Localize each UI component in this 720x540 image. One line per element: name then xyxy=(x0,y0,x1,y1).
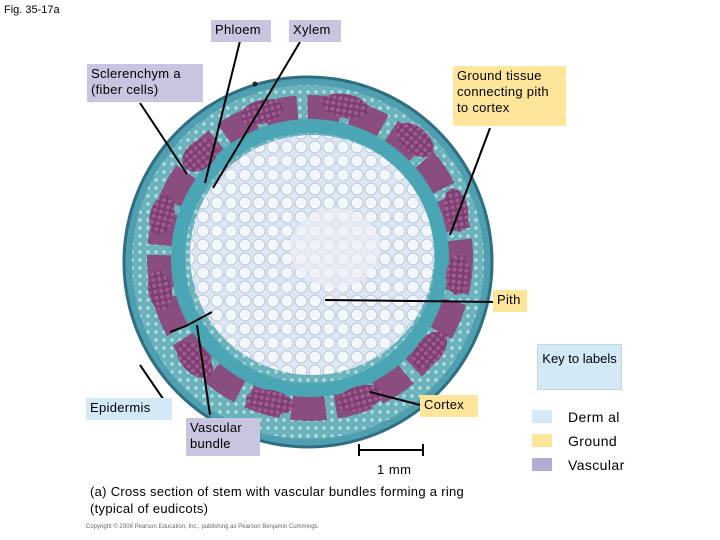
key-label-vascular: Vascular xyxy=(568,457,625,473)
label-pith: Pith xyxy=(493,290,527,312)
key-swatch-vascular xyxy=(532,458,552,471)
label-sclerenchyma: Sclerenchym a (fiber cells) xyxy=(87,64,203,102)
stem-section xyxy=(124,77,492,447)
label-epidermis: Epidermis xyxy=(86,398,172,420)
key-swatch-ground xyxy=(532,434,552,447)
label-xylem: Xylem xyxy=(289,20,341,42)
key-title: Key to labels xyxy=(537,344,622,390)
scale-bar-label: 1 mm xyxy=(377,462,412,477)
copyright-notice: Copyright © 2008 Pearson Education, Inc., publishing as Pearson Benjamin Cummings. xyxy=(86,524,320,530)
label-vascular-bundle: Vascular bundle xyxy=(186,418,260,456)
figure-caption: (a) Cross section of stem with vascular bundles forming a ring (typical of eudicots) xyxy=(90,484,465,516)
figure-number: Fig. 35-17a xyxy=(4,4,60,16)
label-ground-tissue: Ground tissue connecting pith to cortex xyxy=(453,66,566,126)
key-swatch-dermal xyxy=(532,410,552,423)
scale-bar xyxy=(359,444,423,456)
key-label-ground: Ground xyxy=(568,433,618,449)
label-cortex: Cortex xyxy=(420,395,478,417)
label-phloem: Phloem xyxy=(211,20,271,42)
key-label-dermal: Derm al xyxy=(568,409,620,425)
